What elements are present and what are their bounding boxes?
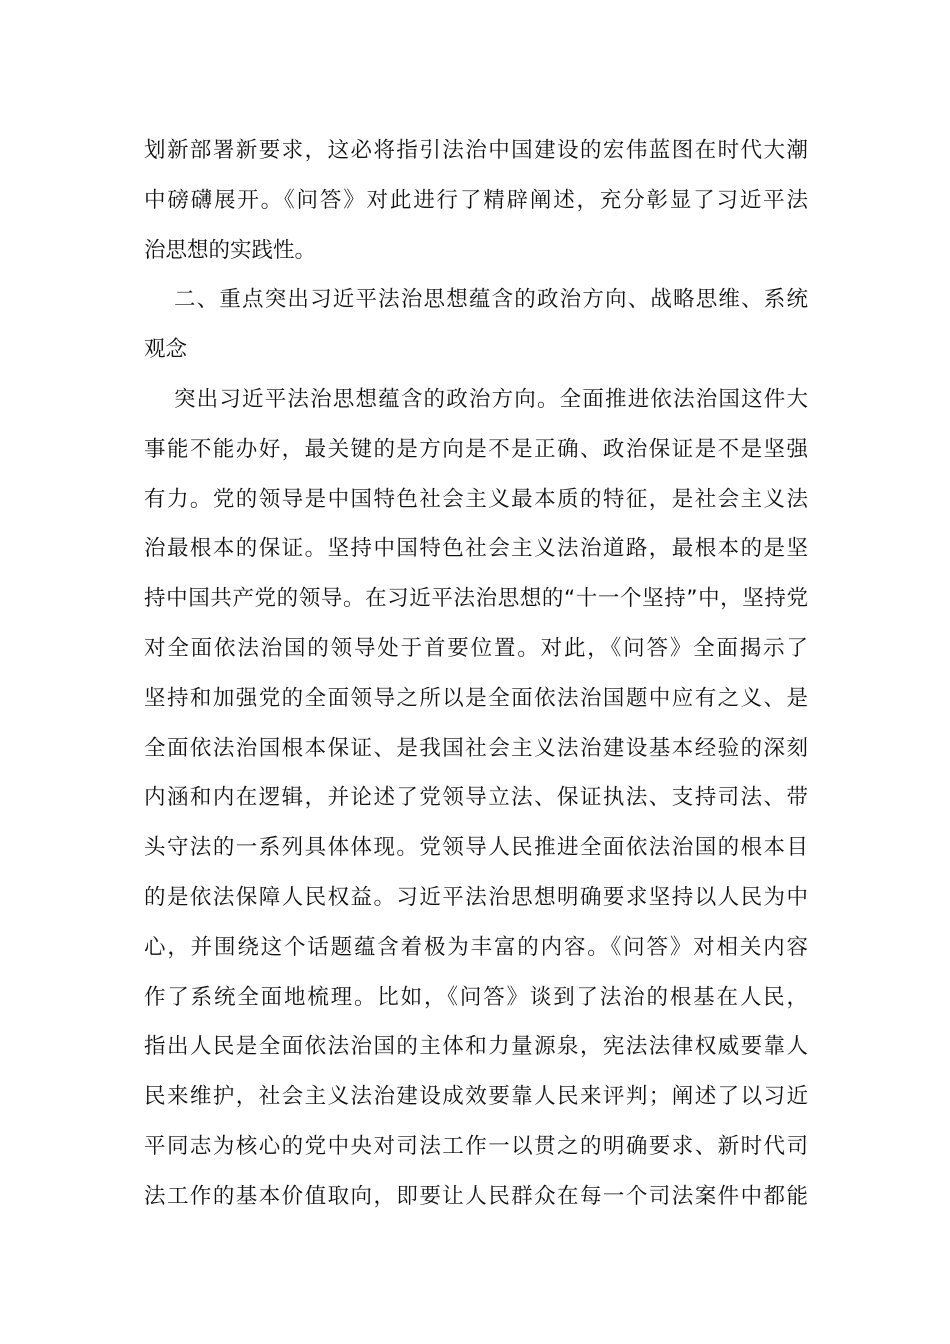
paragraph-line: 指出人民是全面依法治国的主体和力量源泉，宪法法律权威要靠人 — [144, 1034, 808, 1060]
paragraph-line: 平同志为核心的党中央对司法工作一以贯之的明确要求、新时代司 — [144, 1133, 808, 1159]
section-heading-line: 观念 — [144, 337, 188, 363]
paragraph-line: 事能不能办好，最关键的是方向是不是正确、政治保证是不是坚强 — [144, 436, 808, 462]
paragraph-line: 头守法的一系列具体体现。党领导人民推进全面依法治国的根本目 — [144, 835, 808, 861]
paragraph-line: 法工作的基本价值取向，即要让人民群众在每一个司法案件中都能 — [144, 1183, 808, 1209]
paragraph-line: 作了系统全面地梳理。比如，《问答》谈到了法治的根基在人民， — [144, 984, 808, 1010]
section-heading-line: 二、重点突出习近平法治思想蕴含的政治方向、战略思维、系统 — [174, 287, 808, 313]
paragraph-line: 有力。党的领导是中国特色社会主义最本质的特征，是社会主义法 — [144, 486, 808, 512]
paragraph-line: 内涵和内在逻辑，并论述了党领导立法、保证执法、支持司法、带 — [144, 785, 808, 811]
paragraph-line: 对全面依法治国的领导处于首要位置。对此，《问答》全面揭示了 — [144, 635, 808, 661]
paragraph-line: 全面依法治国根本保证、是我国社会主义法治建设基本经验的深刻 — [144, 735, 808, 761]
paragraph-line: 心，并围绕这个话题蕴含着极为丰富的内容。《问答》对相关内容 — [144, 934, 808, 960]
paragraph-line: 民来维护，社会主义法治建设成效要靠人民来评判；阐述了以习近 — [144, 1084, 808, 1110]
paragraph-line: 坚持和加强党的全面领导之所以是全面依法治国题中应有之义、是 — [144, 685, 808, 711]
paragraph-line: 的是依法保障人民权益。习近平法治思想明确要求坚持以人民为中 — [144, 884, 808, 910]
document-page — [144, 126, 808, 1222]
paragraph-line: 突出习近平法治思想蕴含的政治方向。全面推进依法治国这件大 — [174, 386, 808, 412]
paragraph-line: 治最根本的保证。坚持中国特色社会主义法治道路，最根本的是坚 — [144, 536, 808, 562]
paragraph-line: 划新部署新要求，这必将指引法治中国建设的宏伟蓝图在时代大潮 — [144, 138, 808, 163]
paragraph-line: 持中国共产党的领导。在习近平法治思想的“十一个坚持”中，坚持党 — [144, 586, 808, 612]
paragraph-line: 治思想的实践性。 — [144, 237, 317, 263]
paragraph-line: 中磅礴展开。《问答》对此进行了精辟阐述，充分彰显了习近平法 — [144, 187, 808, 213]
